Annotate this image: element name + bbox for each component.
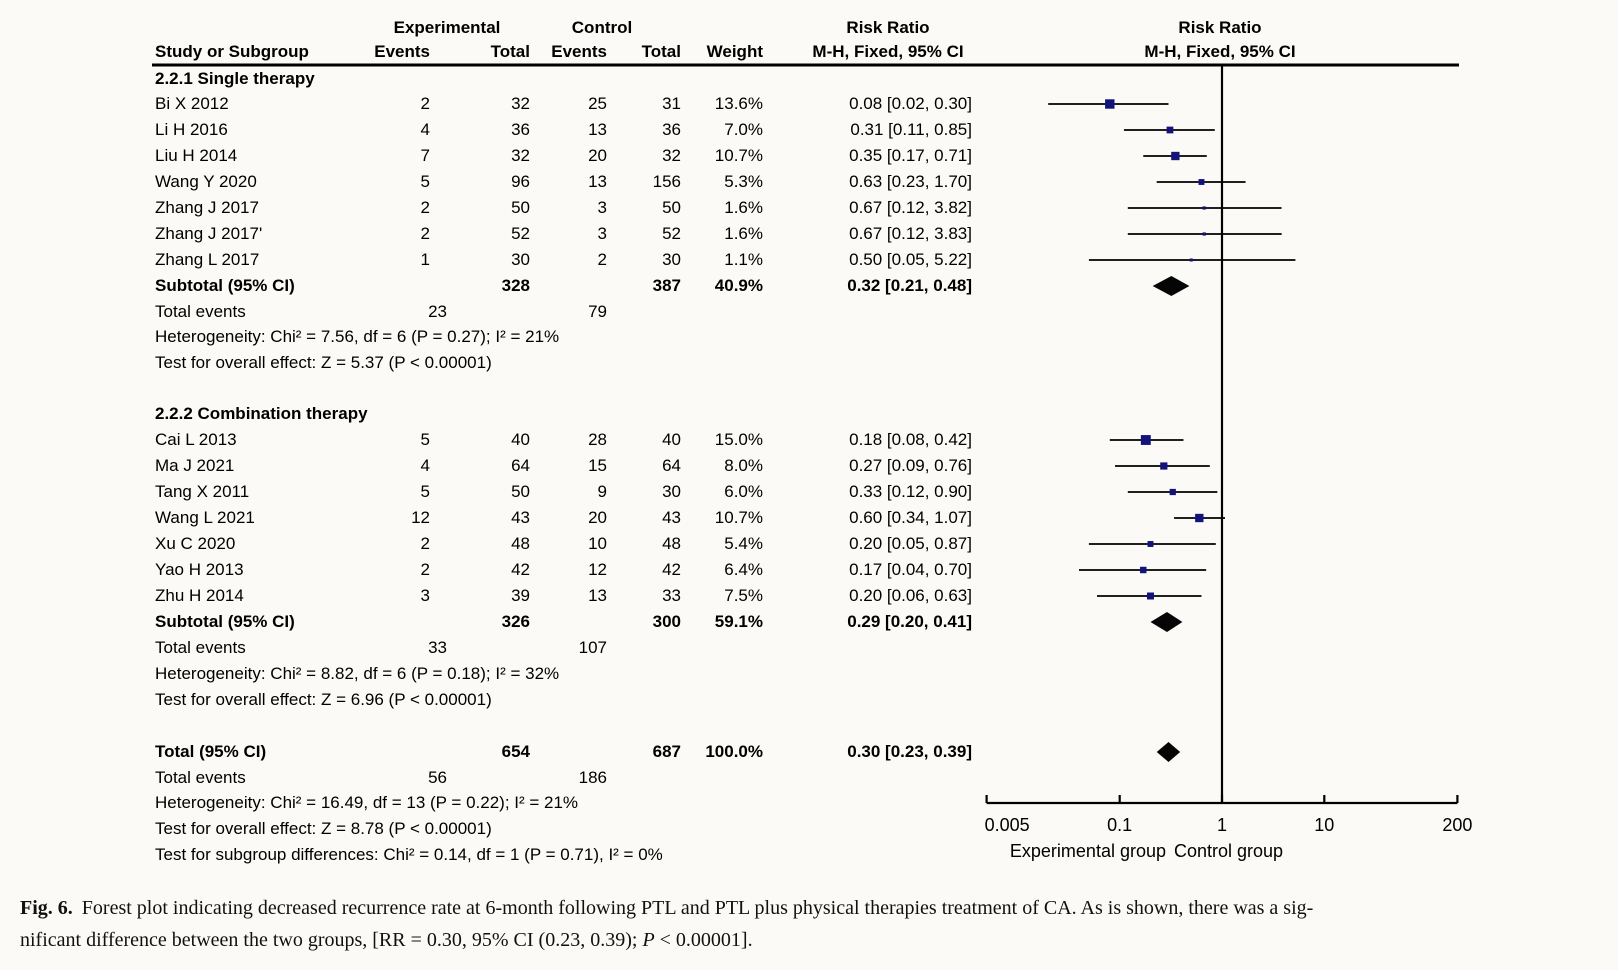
axis-tick-label: 0.1 xyxy=(1107,815,1133,835)
control-total-cell: 31 xyxy=(662,94,681,113)
experimental-total-cell: 654 xyxy=(501,742,530,761)
total-events-label: Total events xyxy=(155,638,246,657)
control-total-cell: 156 xyxy=(652,172,681,191)
total-events-experimental: 33 xyxy=(428,638,447,657)
control-total-cell: 42 xyxy=(662,560,681,579)
subtotal-diamond xyxy=(1153,276,1190,296)
control-group-header: Control xyxy=(571,18,633,37)
experimental-total-cell: 40 xyxy=(511,430,530,449)
effect-estimate-square xyxy=(1170,489,1176,495)
total-events-control: 186 xyxy=(578,768,607,787)
effect-estimate-square xyxy=(1195,514,1203,522)
axis-tick-label: 200 xyxy=(1442,815,1473,835)
study-label: Wang L 2021 xyxy=(155,508,255,527)
experimental-events-cell: 2 xyxy=(420,560,430,579)
overall-effect-stat: Test for overall effect: Z = 5.37 (P < 0.00001) xyxy=(155,353,492,372)
experimental-events-cell: 2 xyxy=(420,224,430,243)
experimental-total-cell: 36 xyxy=(511,120,530,139)
weight-cell: 1.6% xyxy=(724,198,763,217)
control-events-cell: 2 xyxy=(597,250,607,269)
study-label: Zhang L 2017 xyxy=(155,250,260,269)
experimental-events-cell: 4 xyxy=(420,120,430,139)
control-events-cell: 13 xyxy=(588,586,607,605)
experimental-events-header: Events xyxy=(374,42,430,61)
control-total-cell: 48 xyxy=(662,534,681,553)
experimental-total-cell: 32 xyxy=(511,94,530,113)
experimental-events-cell: 2 xyxy=(420,94,430,113)
weight-cell: 1.1% xyxy=(724,250,763,269)
weight-cell: 10.7% xyxy=(714,508,763,527)
control-total-cell: 40 xyxy=(662,430,681,449)
effect-estimate-square xyxy=(1190,259,1193,262)
pooled-label: Subtotal (95% CI) xyxy=(155,276,295,295)
risk-ratio-column-header: Risk Ratio xyxy=(846,18,930,37)
experimental-total-cell: 50 xyxy=(511,482,530,501)
weight-cell: 5.3% xyxy=(724,172,763,191)
effect-estimate-square xyxy=(1160,462,1167,469)
study-label: Liu H 2014 xyxy=(155,146,238,165)
risk-ratio-cell: 0.67 [0.12, 3.83] xyxy=(849,224,972,243)
overall-effect-stat: Test for overall effect: Z = 8.78 (P < 0.00001) xyxy=(155,819,492,838)
risk-ratio-cell: 0.30 [0.23, 0.39] xyxy=(847,742,972,761)
weight-cell: 7.0% xyxy=(724,120,763,139)
experimental-total-cell: 30 xyxy=(511,250,530,269)
axis-tick-label: 10 xyxy=(1314,815,1335,835)
risk-ratio-cell: 0.67 [0.12, 3.82] xyxy=(849,198,972,217)
control-events-cell: 9 xyxy=(597,482,607,501)
subgroup-differences-stat: Test for subgroup differences: Chi² = 0.14, df = 1 (P = 0.71), I² = 0% xyxy=(155,845,663,864)
control-total-cell: 64 xyxy=(662,456,681,475)
risk-ratio-cell: 0.27 [0.09, 0.76] xyxy=(849,456,972,475)
control-total-cell: 33 xyxy=(662,586,681,605)
control-total-cell: 30 xyxy=(662,482,681,501)
effect-estimate-square xyxy=(1167,127,1174,134)
pooled-label: Total (95% CI) xyxy=(155,742,267,761)
figure-number: Fig. 6. xyxy=(20,897,73,919)
control-events-cell: 20 xyxy=(588,146,607,165)
weight-cell: 6.4% xyxy=(724,560,763,579)
total-events-control: 79 xyxy=(588,302,607,321)
control-total-cell: 52 xyxy=(662,224,681,243)
axis-label-experimental-group: Experimental group xyxy=(1009,841,1166,861)
weight-cell: 1.6% xyxy=(724,224,763,243)
weight-cell: 100.0% xyxy=(705,742,763,761)
total-events-label: Total events xyxy=(155,768,246,787)
caption-line1: Forest plot indicating decreased recurrence rate at 6-month following PTL and PTL plus physical therapies treatment of CA. As is shown, there was a sig- xyxy=(81,897,1314,919)
experimental-total-cell: 52 xyxy=(511,224,530,243)
caption-line2-pre: nificant difference between the two groups, [RR = 0.30, 95% CI (0.23, 0.39); xyxy=(20,928,643,951)
control-events-cell: 3 xyxy=(597,224,607,243)
control-events-cell: 3 xyxy=(597,198,607,217)
study-label: Wang Y 2020 xyxy=(155,172,257,191)
total-diamond xyxy=(1157,742,1180,762)
experimental-total-cell: 328 xyxy=(501,276,530,295)
axis-tick-label: 1 xyxy=(1216,815,1227,835)
risk-ratio-plot-header: Risk Ratio xyxy=(1178,18,1262,37)
weight-cell: 10.7% xyxy=(714,146,763,165)
weight-cell: 5.4% xyxy=(724,534,763,553)
control-events-cell: 28 xyxy=(588,430,607,449)
experimental-events-cell: 5 xyxy=(420,482,430,501)
study-label: Xu C 2020 xyxy=(155,534,236,553)
experimental-total-cell: 64 xyxy=(511,456,530,475)
experimental-events-cell: 2 xyxy=(420,534,430,553)
control-events-cell: 15 xyxy=(588,456,607,475)
total-events-control: 107 xyxy=(578,638,607,657)
total-events-experimental: 56 xyxy=(428,768,447,787)
experimental-total-cell: 50 xyxy=(511,198,530,217)
control-events-cell: 25 xyxy=(588,94,607,113)
figure-caption xyxy=(20,893,1602,956)
study-label: Zhang J 2017 xyxy=(155,198,259,217)
axis-tick-label: 0.005 xyxy=(984,815,1030,835)
study-label: Tang X 2011 xyxy=(155,482,250,501)
caption-line2-post: < 0.00001]. xyxy=(654,928,753,951)
control-total-cell: 36 xyxy=(662,120,681,139)
control-total-header2: Total xyxy=(641,42,681,61)
effect-estimate-square xyxy=(1148,541,1154,547)
weight-cell: 59.1% xyxy=(714,612,763,631)
weight-cell: 7.5% xyxy=(724,586,763,605)
study-label: Cai L 2013 xyxy=(155,430,237,449)
effect-estimate-square xyxy=(1199,179,1205,185)
method-plot-header: M-H, Fixed, 95% CI xyxy=(1144,42,1296,61)
experimental-events-cell: 7 xyxy=(420,146,430,165)
control-events-cell: 13 xyxy=(588,120,607,139)
risk-ratio-cell: 0.29 [0.20, 0.41] xyxy=(847,612,972,631)
effect-estimate-square xyxy=(1141,435,1151,445)
control-events-cell: 12 xyxy=(588,560,607,579)
study-label: Ma J 2021 xyxy=(155,456,235,475)
control-total-cell: 387 xyxy=(652,276,681,295)
experimental-group-header: Experimental xyxy=(393,18,501,37)
risk-ratio-cell: 0.32 [0.21, 0.48] xyxy=(847,276,972,295)
study-label: Zhu H 2014 xyxy=(155,586,244,605)
heterogeneity-stat: Heterogeneity: Chi² = 16.49, df = 13 (P = 0.22); I² = 21% xyxy=(155,793,579,812)
risk-ratio-cell: 0.63 [0.23, 1.70] xyxy=(849,172,972,191)
risk-ratio-cell: 0.08 [0.02, 0.30] xyxy=(849,94,972,113)
caption-p-italic: P xyxy=(642,928,655,951)
total-events-label: Total events xyxy=(155,302,246,321)
method-column-header: M-H, Fixed, 95% CI xyxy=(812,42,964,61)
risk-ratio-cell: 0.31 [0.11, 0.85] xyxy=(850,120,972,139)
study-label: Bi X 2012 xyxy=(155,94,229,113)
experimental-events-cell: 12 xyxy=(411,508,430,527)
risk-ratio-cell: 0.50 [0.05, 5.22] xyxy=(849,250,972,269)
control-total-cell: 300 xyxy=(652,612,681,631)
total-events-experimental: 23 xyxy=(428,302,447,321)
control-total-cell: 43 xyxy=(662,508,681,527)
control-events-cell: 10 xyxy=(588,534,607,553)
weight-cell: 8.0% xyxy=(724,456,763,475)
experimental-total-cell: 48 xyxy=(511,534,530,553)
effect-estimate-square xyxy=(1171,152,1179,160)
study-label: Li H 2016 xyxy=(155,120,228,139)
experimental-events-cell: 1 xyxy=(420,250,430,269)
control-total-cell: 30 xyxy=(662,250,681,269)
risk-ratio-cell: 0.35 [0.17, 0.71] xyxy=(849,146,972,165)
experimental-total-cell: 39 xyxy=(511,586,530,605)
experimental-total-cell: 96 xyxy=(511,172,530,191)
experimental-total-header: Total xyxy=(490,42,530,61)
experimental-total-cell: 42 xyxy=(511,560,530,579)
subgroup-header: 2.2.2 Combination therapy xyxy=(155,404,368,423)
experimental-events-cell: 5 xyxy=(420,172,430,191)
experimental-total-cell: 32 xyxy=(511,146,530,165)
weight-cell: 13.6% xyxy=(714,94,763,113)
risk-ratio-cell: 0.20 [0.05, 0.87] xyxy=(849,534,972,553)
control-total-cell: 687 xyxy=(652,742,681,761)
risk-ratio-cell: 0.18 [0.08, 0.42] xyxy=(849,430,972,449)
study-label: Zhang J 2017' xyxy=(155,224,263,243)
effect-estimate-square xyxy=(1105,99,1114,108)
weight-cell: 6.0% xyxy=(724,482,763,501)
control-events-cell: 20 xyxy=(588,508,607,527)
weight-cell: 15.0% xyxy=(714,430,763,449)
risk-ratio-cell: 0.17 [0.04, 0.70] xyxy=(849,560,972,579)
subtotal-diamond xyxy=(1150,612,1182,632)
study-or-subgroup-header: Study or Subgroup xyxy=(155,42,309,61)
risk-ratio-cell: 0.60 [0.34, 1.07] xyxy=(849,508,972,527)
risk-ratio-cell: 0.20 [0.06, 0.63] xyxy=(849,586,972,605)
heterogeneity-stat: Heterogeneity: Chi² = 7.56, df = 6 (P = 0.27); I² = 21% xyxy=(155,327,560,346)
pooled-label: Subtotal (95% CI) xyxy=(155,612,295,631)
study-label: Yao H 2013 xyxy=(155,560,244,579)
effect-estimate-square xyxy=(1203,232,1206,235)
experimental-events-cell: 2 xyxy=(420,198,430,217)
weight-cell: 40.9% xyxy=(714,276,763,295)
experimental-total-cell: 326 xyxy=(501,612,530,631)
control-total-cell: 32 xyxy=(662,146,681,165)
effect-estimate-square xyxy=(1203,206,1206,209)
experimental-total-cell: 43 xyxy=(511,508,530,527)
experimental-events-cell: 3 xyxy=(420,586,430,605)
heterogeneity-stat: Heterogeneity: Chi² = 8.82, df = 6 (P = 0.18); I² = 32% xyxy=(155,664,560,683)
experimental-events-cell: 5 xyxy=(420,430,430,449)
risk-ratio-cell: 0.33 [0.12, 0.90] xyxy=(849,482,972,501)
subgroup-header: 2.2.1 Single therapy xyxy=(155,69,315,88)
weight-header: Weight xyxy=(706,42,763,61)
effect-estimate-square xyxy=(1140,567,1146,573)
experimental-events-cell: 4 xyxy=(420,456,430,475)
control-events-header: Events xyxy=(551,42,607,61)
control-total-cell: 50 xyxy=(662,198,681,217)
effect-estimate-square xyxy=(1147,593,1154,600)
overall-effect-stat: Test for overall effect: Z = 6.96 (P < 0.00001) xyxy=(155,690,492,709)
axis-label-control-group: Control group xyxy=(1174,841,1284,861)
control-events-cell: 13 xyxy=(588,172,607,191)
